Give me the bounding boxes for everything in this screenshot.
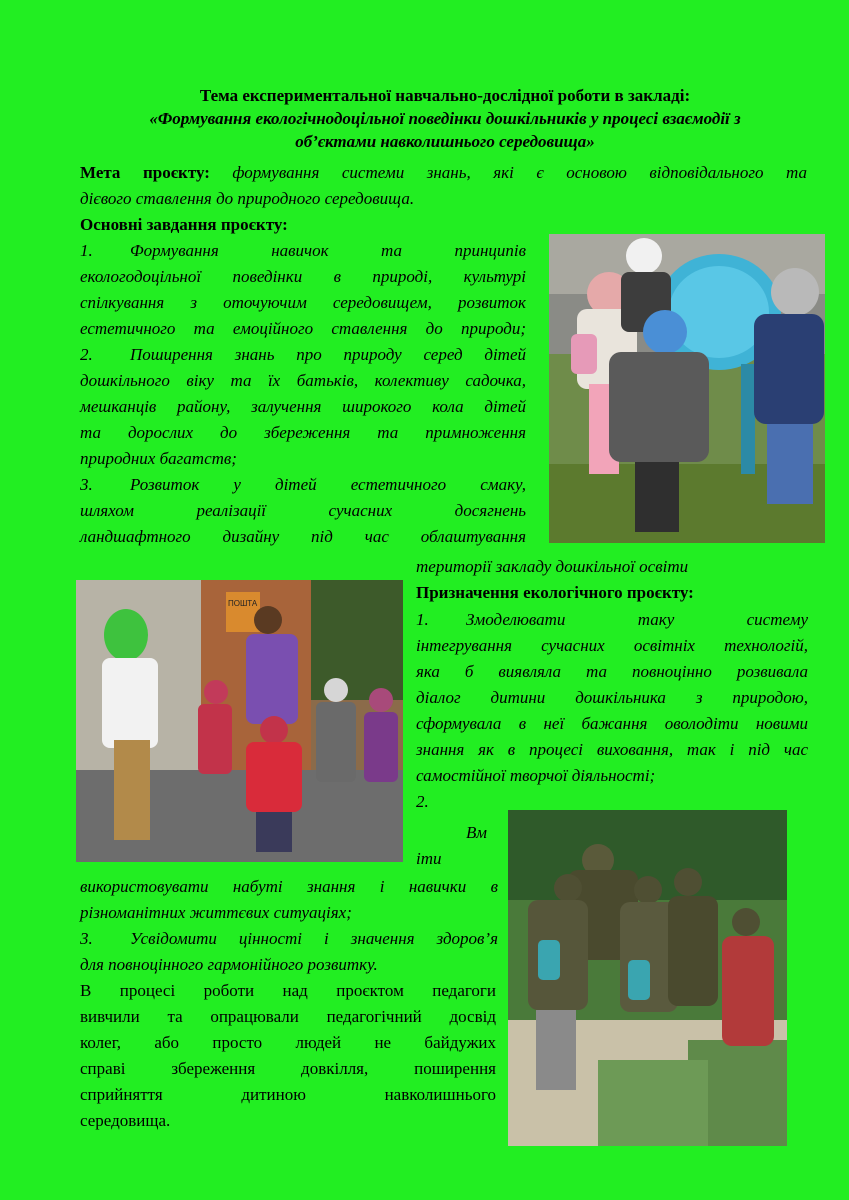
goal-label: Мета проєкту:	[80, 163, 210, 182]
purpose-item2-b: іти	[416, 849, 442, 868]
purpose-line: яка б виявляла та повноцінно розвивала	[416, 662, 808, 681]
tasks-list	[80, 238, 526, 550]
conclusion-line: колег, або просто людей не байдужих	[80, 1033, 496, 1052]
purpose-line: використовувати набуті знання і навички в	[80, 877, 498, 896]
conclusion-line: справі збереження довкілля, поширення	[80, 1059, 496, 1078]
conclusion-paragraph	[80, 978, 496, 1134]
task-line: дошкільного віку та їх батьків, колективу садочка,	[80, 371, 526, 390]
task-line: 3. Розвиток у дітей естетичного смаку,	[80, 475, 526, 494]
task-line: мешканців району, залучення широкого кола дітей	[80, 397, 526, 416]
task-line: шляхом реалізації сучасних досягнень	[80, 501, 526, 520]
conclusion-line: вивчили та опрацювали педагогічний досвід	[80, 1007, 496, 1026]
purpose-line: самостійної творчої діяльності;	[416, 766, 656, 785]
purpose-line: сформувала в неї бажання оволодіти новими	[416, 714, 808, 733]
task-line: 1. Формування навичок та принципів	[80, 241, 526, 260]
purpose-line: 2.	[416, 792, 429, 811]
goal-line-1	[80, 160, 807, 186]
purpose-line: 3. Усвідомити цінності і значення здоров’я	[80, 929, 498, 948]
conclusion-line: сприйняття дитиною навколишнього	[80, 1085, 496, 1104]
task-line: естетичного та емоційного ставлення до природи;	[80, 319, 526, 338]
goal-text-1: формування системи знань, які є основою відповідального та	[209, 163, 807, 182]
photo-children-weather-board	[549, 234, 825, 543]
goal-text-2: дієвого ставлення до природного середовища.	[80, 189, 415, 208]
purpose-list	[416, 607, 808, 815]
photo-costume-character-children	[76, 580, 403, 862]
page-title	[80, 84, 810, 153]
conclusion-line: середовища.	[80, 1111, 171, 1130]
task-line: ландшафтного дизайну під час облаштування	[80, 527, 526, 546]
photo-kids-camouflage-garden	[508, 810, 787, 1146]
purpose-item2-a: Вм	[466, 823, 488, 842]
task-line: та дорослих до збереження та примноження	[80, 423, 526, 442]
task-line: екологодоцільної поведінки в природі, культурі	[80, 267, 526, 286]
purpose-line: 1. Змоделювати таку систему	[416, 610, 808, 629]
purpose-line: різноманітних життєвих ситуаціях;	[80, 903, 352, 922]
title-line-3: об’єктами навколишнього середовища»	[295, 132, 595, 151]
mail-sign-text: ПОШТА	[228, 599, 258, 608]
task-line: 2. Поширення знань про природу серед дітей	[80, 345, 526, 364]
purpose-continued	[80, 874, 498, 978]
purpose-heading: Призначення екологічного проєкту:	[416, 583, 694, 602]
task-line: спілкування з оточуючим середовищем, розвиток	[80, 293, 526, 312]
purpose-line: для повноцінного гармонійного розвитку.	[80, 955, 378, 974]
task-line: природних багатств;	[80, 449, 237, 468]
tasks-heading: Основні завдання проєкту:	[80, 215, 288, 234]
tasks-continuation: території закладу дошкільної освіти	[416, 557, 689, 576]
title-line-2: «Формування екологічнодоцільної поведінки дошкільників у процесі взаємодії з	[149, 109, 741, 128]
title-line-1: Тема експериментальної навчально-дослідної роботи в закладі:	[199, 86, 691, 105]
purpose-line: знання як в процесі виховання, так і під час	[416, 740, 808, 759]
purpose-line: діалог дитини дошкільника з природою,	[416, 688, 808, 707]
conclusion-line: В процесі роботи над проєктом педагоги	[80, 981, 496, 1000]
purpose-line: інтегрування сучасних освітніх технологій,	[416, 636, 808, 655]
